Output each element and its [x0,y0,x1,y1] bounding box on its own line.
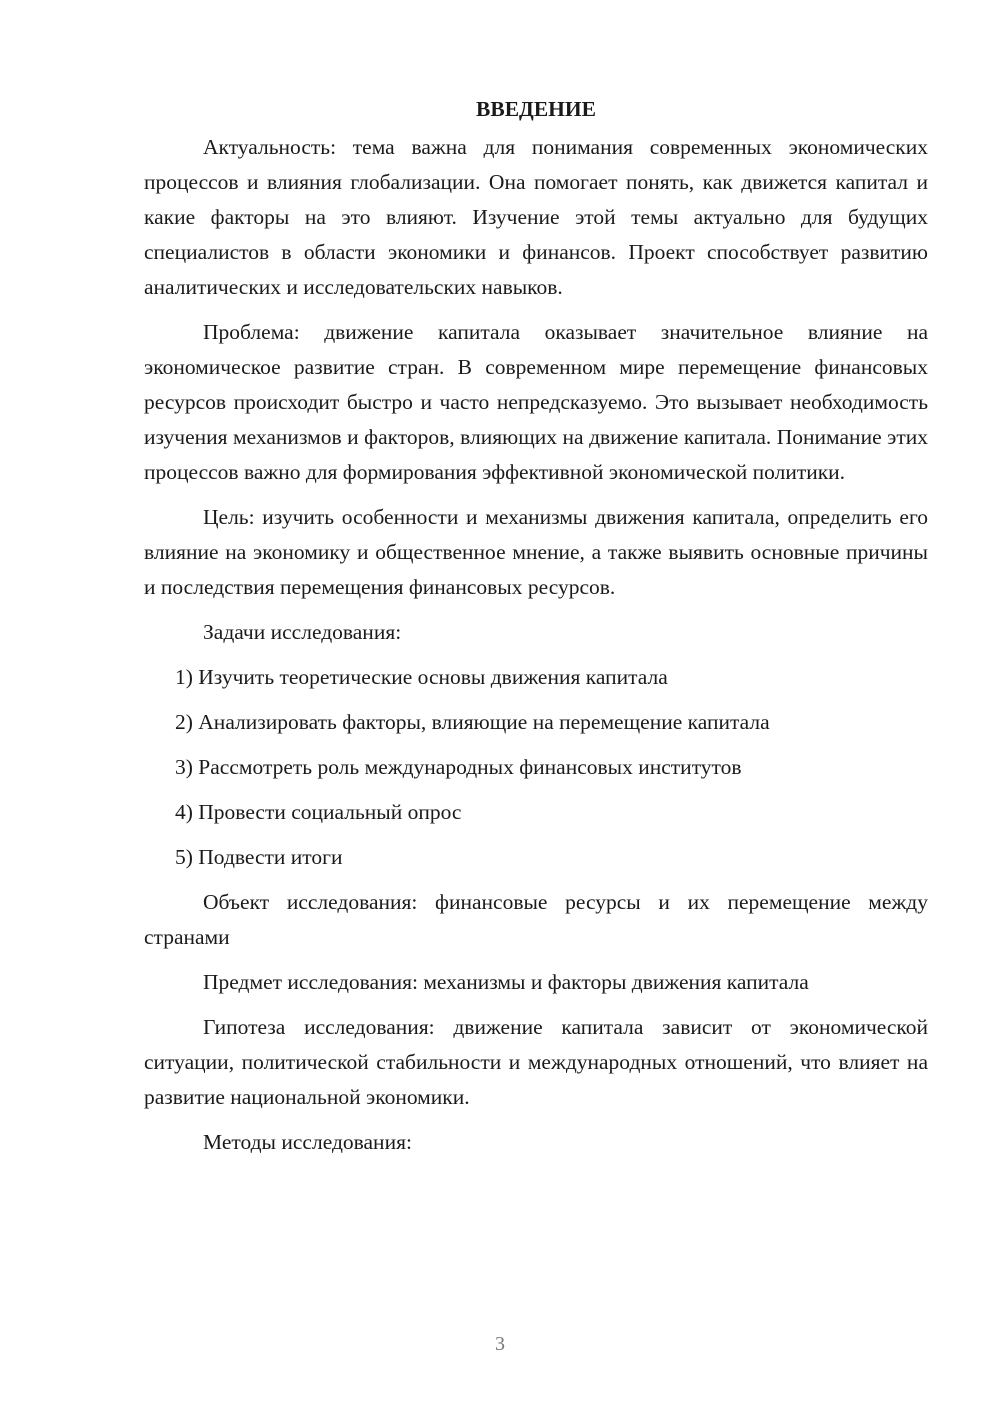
paragraph-hypothesis: Гипотеза исследования: движение капитала зависит от экономической ситуации, политической стабильности и международных отношений, что влияет на развитие национальной экономики. [144,1015,928,1109]
paragraph-object: Объект исследования: финансовые ресурсы и их перемещение между странами [144,890,928,949]
document-page [144,92,928,1170]
page-number: 3 [495,1333,505,1355]
list-item: 2) Анализировать факторы, влияющие на перемещение капитала [175,710,770,734]
list-item: 5) Подвести итоги [175,845,343,869]
section-title: ВВЕДЕНИЕ [476,97,596,121]
paragraph-goal: Цель: изучить особенности и механизмы движения капитала, определить его влияние на экономику и общественное мнение, а также выявить основные причины и последствия перемещения финансовых ресурсов. [144,505,928,599]
list-item: 1) Изучить теоретические основы движения капитала [175,665,668,689]
paragraph-subject: Предмет исследования: механизмы и факторы движения капитала [203,970,809,994]
list-item: 3) Рассмотреть роль международных финансовых институтов [175,755,742,779]
tasks-list [144,660,928,875]
list-item: 4) Провести социальный опрос [175,800,462,824]
paragraph-relevance: Актуальность: тема важна для понимания современных экономических процессов и влияния глобализации. Она помогает понять, как движется капитал и какие факторы на это влияют. Изучение этой темы актуально для будущих специалистов в области экономики и финансов. Проект способствует развитию аналитических и исследовательских навыков. [144,135,928,299]
paragraph-problem: Проблема: движение капитала оказывает значительное влияние на экономическое развитие стран. В современном мире перемещение финансовых ресурсов происходит быстро и часто непредсказуемо. Это вызывает необходимость изучения механизмов и факторов, влияющих на движение капитала. Понимание этих процессов важно для формирования эффективной экономической политики. [144,320,928,484]
tasks-heading: Задачи исследования: [203,620,402,644]
paragraph-methods: Методы исследования: [203,1130,412,1154]
